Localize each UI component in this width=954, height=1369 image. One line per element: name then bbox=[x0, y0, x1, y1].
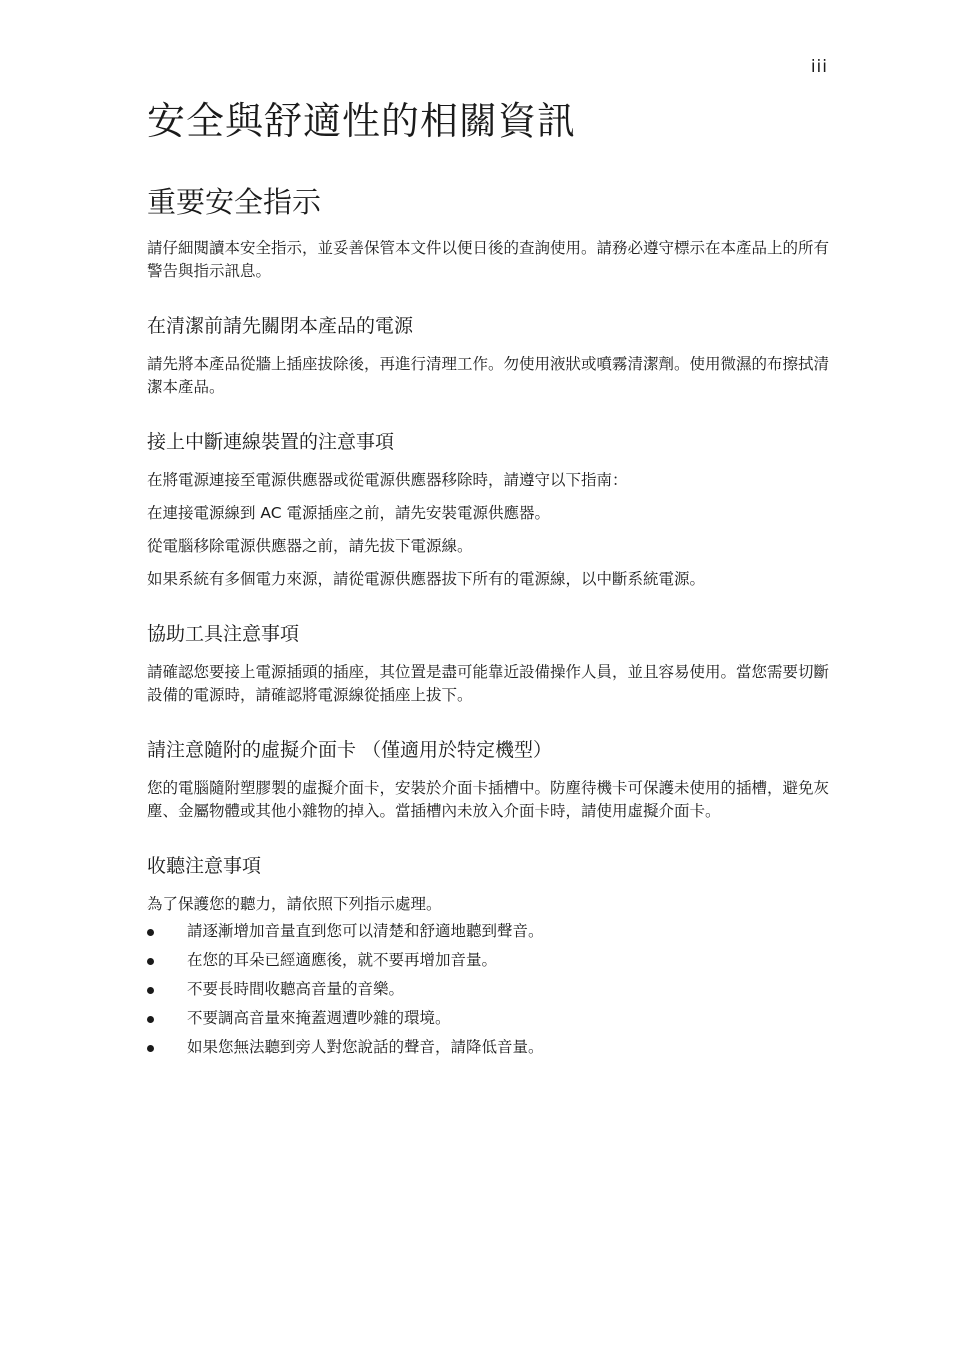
subsection-title-dummy-card: 請注意隨附的虛擬介面卡 （僅適用於特定機型） bbox=[147, 739, 553, 761]
bullet-icon bbox=[147, 987, 154, 994]
paragraph: 從電腦移除電源供應器之前，請先拔下電源線。 bbox=[147, 537, 473, 555]
bullet-icon bbox=[147, 929, 154, 936]
paragraph: 請確認您要接上電源插頭的插座，其位置是盡可能靠近設備操作人員，並且容易使用。當您需要切斷設備的電源時，請確認將電源線從插座上拔下。 bbox=[147, 663, 830, 704]
list-item-text: 不要調高音量來掩蓋週遭吵雜的環境。 bbox=[187, 1009, 451, 1027]
paragraph: 您的電腦隨附塑膠製的虛擬介面卡，安裝於介面卡插槽中。防塵待機卡可保護未使用的插槽，避免灰塵、金屬物體或其他小雜物的掉入。當插槽內未放入介面卡時，請使用虛擬介面卡。 bbox=[147, 779, 830, 820]
bullet-icon bbox=[147, 1045, 154, 1052]
list-item bbox=[147, 949, 829, 972]
document-body bbox=[147, 96, 829, 1065]
list-item-text: 請逐漸增加音量直到您可以清楚和舒適地聽到聲音。 bbox=[187, 922, 544, 940]
paragraph: 請先將本產品從牆上插座拔除後，再進行清理工作。勿使用液狀或噴霧清潔劑。使用微濕的布擦拭清潔本產品。 bbox=[147, 355, 830, 396]
page-title: 安全與舒適性的相關資訊 bbox=[147, 99, 577, 143]
subsection-title-cleaning: 在清潔前請先關閉本產品的電源 bbox=[147, 315, 414, 337]
section-title: 重要安全指示 bbox=[147, 185, 322, 219]
bullet-icon bbox=[147, 1016, 154, 1023]
list-item-text: 如果您無法聽到旁人對您說話的聲音，請降低音量。 bbox=[187, 1038, 544, 1056]
list-item bbox=[147, 920, 829, 943]
subsection-title-listening: 收聽注意事項 bbox=[147, 855, 262, 877]
paragraph: 如果系統有多個電力來源，請從電源供應器拔下所有的電源線，以中斷系統電源。 bbox=[147, 570, 706, 588]
list-item bbox=[147, 1007, 829, 1030]
list-item-text: 在您的耳朵已經適應後，就不要再增加音量。 bbox=[187, 951, 498, 969]
subsection-title-accessibility: 協助工具注意事項 bbox=[147, 623, 300, 645]
bullet-icon bbox=[147, 958, 154, 965]
list-item bbox=[147, 978, 829, 1001]
listening-bullet-list bbox=[147, 920, 829, 1059]
page-number: iii bbox=[810, 57, 828, 77]
paragraph: 在連接電源線到 AC 電源插座之前，請先安裝電源供應器。 bbox=[147, 504, 551, 522]
paragraph: 在將電源連接至電源供應器或從電源供應器移除時，請遵守以下指南： bbox=[147, 471, 628, 489]
subsection-title-disconnect: 接上中斷連線裝置的注意事項 bbox=[147, 431, 395, 453]
list-item-text: 不要長時間收聽高音量的音樂。 bbox=[187, 980, 405, 998]
section-intro: 請仔細閱讀本安全指示，並妥善保管本文件以便日後的查詢使用。請務必遵守標示在本產品上的所有警告與指示訊息。 bbox=[147, 239, 830, 280]
paragraph: 為了保護您的聽力，請依照下列指示處理。 bbox=[147, 895, 442, 913]
list-item bbox=[147, 1036, 829, 1059]
